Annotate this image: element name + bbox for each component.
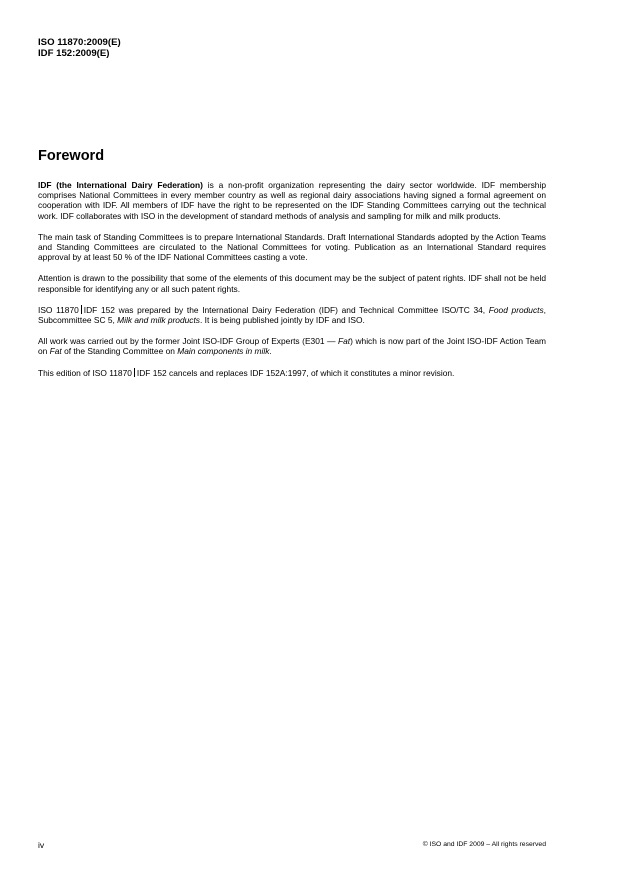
main-components-italic: Main components in milk: [177, 346, 270, 357]
paragraph-idf-intro: [38, 180, 546, 221]
standard-iso-ref: ISO 11870: [38, 304, 79, 315]
header-idf-number: IDF 152:2009(E): [38, 48, 110, 59]
page-title: Foreword: [38, 148, 105, 164]
copyright-notice: © ISO and IDF 2009 – All rights reserved: [422, 841, 546, 848]
header-iso-number: ISO 11870:2009(E): [38, 37, 121, 48]
subcommittee-text: , Subcommittee SC 5,: [38, 304, 546, 326]
paragraph-edition: [38, 368, 546, 378]
work-text-4: .: [269, 346, 272, 357]
tc-title-italic: Food products: [488, 304, 544, 315]
paragraph-work-history: [38, 336, 546, 356]
fat-italic-1: Fat: [338, 336, 351, 347]
idf-intro-text: is a non-profit organization representing the dairy sector worldwide. IDF membership comprises National Committees in every member country as well as regional dairy associations having signed a formal agreement on cooperation with IDF. All members of IDF have the right to be represented on the IDF Standing Committees carrying out the technical work. IDF collaborates with ISO in the development of standard methods of analysis and sampling for milk and milk products.: [38, 180, 546, 221]
work-text-1: All work was carried out by the former Joint ISO-IDF Group of Experts (E301 —: [38, 336, 339, 347]
foreword-body: [38, 180, 546, 389]
paragraph-preparation: [38, 305, 546, 325]
work-text-2: ) which is now part of the Joint ISO-IDF Action Team on: [38, 336, 546, 357]
paragraph-standing-committees: The main task of Standing Committees is to prepare International Standards. Draft International Standards adopted by the Action Teams and Standing Committees are circulated to the National Committees for voting. Publication as an International Standard requires approval by at least 50 % of the IDF National Committees casting a vote.: [38, 231, 546, 263]
separator-bar: [81, 305, 82, 314]
paragraph-patent-rights: Attention is drawn to the possibility that some of the elements of this document may be the subject of patent rights. IDF shall not be held responsible for identifying any or all such patent rights.: [38, 273, 546, 294]
preparation-text: IDF 152 was prepared by the International Dairy Federation (IDF) and Technical Committee ISO/TC 34,: [83, 304, 489, 315]
publication-text: . It is being published jointly by IDF and ISO.: [200, 315, 365, 326]
fat-italic-2: Fat: [49, 346, 62, 357]
idf-name-bold: IDF (the International Dairy Federation): [38, 180, 203, 190]
edition-text: IDF 152 cancels and replaces IDF 152A:1997, of which it constitutes a minor revision.: [136, 367, 455, 378]
work-text-3: of the Standing Committee on: [61, 346, 178, 357]
sc-title-italic: Milk and milk products: [117, 315, 200, 326]
separator-bar: [134, 368, 135, 377]
document-header: [38, 37, 121, 59]
edition-iso-ref: This edition of ISO 11870: [38, 367, 132, 378]
page-number: iv: [38, 840, 45, 850]
